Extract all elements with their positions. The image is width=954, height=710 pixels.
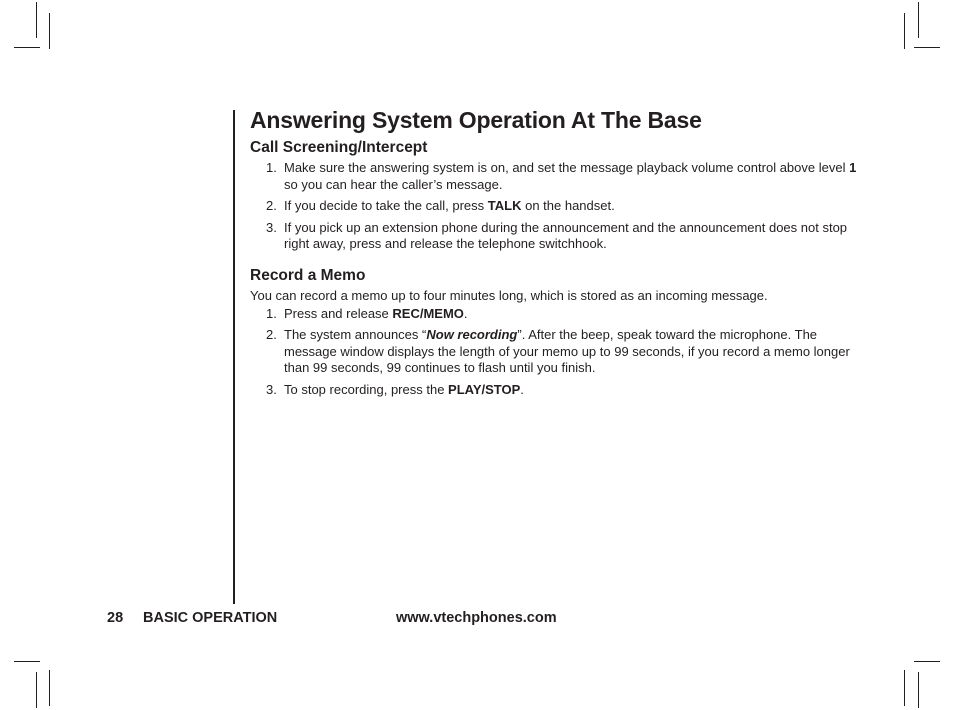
crop-mark: [36, 2, 37, 38]
emphasis-text: REC/MEMO: [392, 305, 464, 321]
crop-mark: [914, 661, 940, 662]
crop-mark: [14, 661, 40, 662]
step-text: ”. After the beep, speak toward the microphone. The message window displays the length of your memo up to 99 seconds, if you record a memo longer than 99 seconds, 99 continues to flash until you finish.: [284, 327, 850, 375]
step-text: .: [463, 305, 468, 321]
section-call-screening: [250, 138, 860, 253]
crop-mark: [14, 47, 40, 48]
step-text: on the handset.: [521, 198, 615, 213]
footer-section-name: BASIC OPERATION: [143, 610, 278, 626]
crop-mark: [918, 2, 919, 38]
step-text: To stop recording, press the: [284, 381, 449, 397]
vertical-margin-rule: [233, 110, 235, 604]
list-item: [250, 382, 860, 399]
crop-mark: [49, 13, 50, 49]
step-number: 3.: [266, 381, 277, 397]
section-heading: Call Screening/Intercept: [250, 139, 428, 156]
step-number: 2.: [266, 198, 277, 213]
step-number: 1.: [266, 160, 277, 175]
footer-website: www.vtechphones.com: [396, 610, 557, 626]
emphasis-text: TALK: [487, 198, 522, 213]
emphasis-text: Now recording: [426, 327, 518, 342]
step-number: 3.: [266, 219, 277, 235]
step-number: 2.: [266, 327, 277, 342]
list-item: [250, 160, 860, 193]
page-content: [250, 106, 860, 403]
crop-mark: [36, 672, 37, 708]
page-number: 28: [107, 610, 124, 626]
steps-list: [250, 306, 860, 399]
list-item: [250, 327, 860, 377]
crop-mark: [914, 47, 940, 48]
step-text: If you decide to take the call, press: [284, 198, 488, 213]
step-text: The system announces “: [284, 327, 427, 342]
crop-mark: [904, 670, 905, 706]
steps-list: [250, 160, 860, 253]
section-intro: You can record a memo up to four minutes long, which is stored as an incoming message.: [250, 287, 768, 303]
emphasis-text: 1: [849, 160, 857, 175]
step-text: Make sure the answering system is on, and set the message playback volume control above level: [284, 160, 850, 175]
crop-mark: [49, 670, 50, 706]
step-text: If you pick up an extension phone during the announcement and the announcement does not stop right away, press and release the telephone switchhook.: [284, 219, 848, 251]
step-number: 1.: [266, 305, 277, 321]
crop-mark: [918, 672, 919, 708]
page-title: Answering System Operation At The Base: [250, 107, 702, 133]
step-text: Press and release: [284, 305, 393, 321]
list-item: [250, 306, 860, 323]
step-text: so you can hear the caller’s message.: [284, 176, 503, 192]
list-item: [250, 198, 860, 215]
crop-mark: [904, 13, 905, 49]
list-item: [250, 220, 860, 253]
section-heading: Record a Memo: [250, 266, 366, 284]
emphasis-text: PLAY/STOP: [448, 381, 521, 397]
section-record-memo: [250, 266, 860, 399]
step-text: .: [520, 381, 524, 397]
